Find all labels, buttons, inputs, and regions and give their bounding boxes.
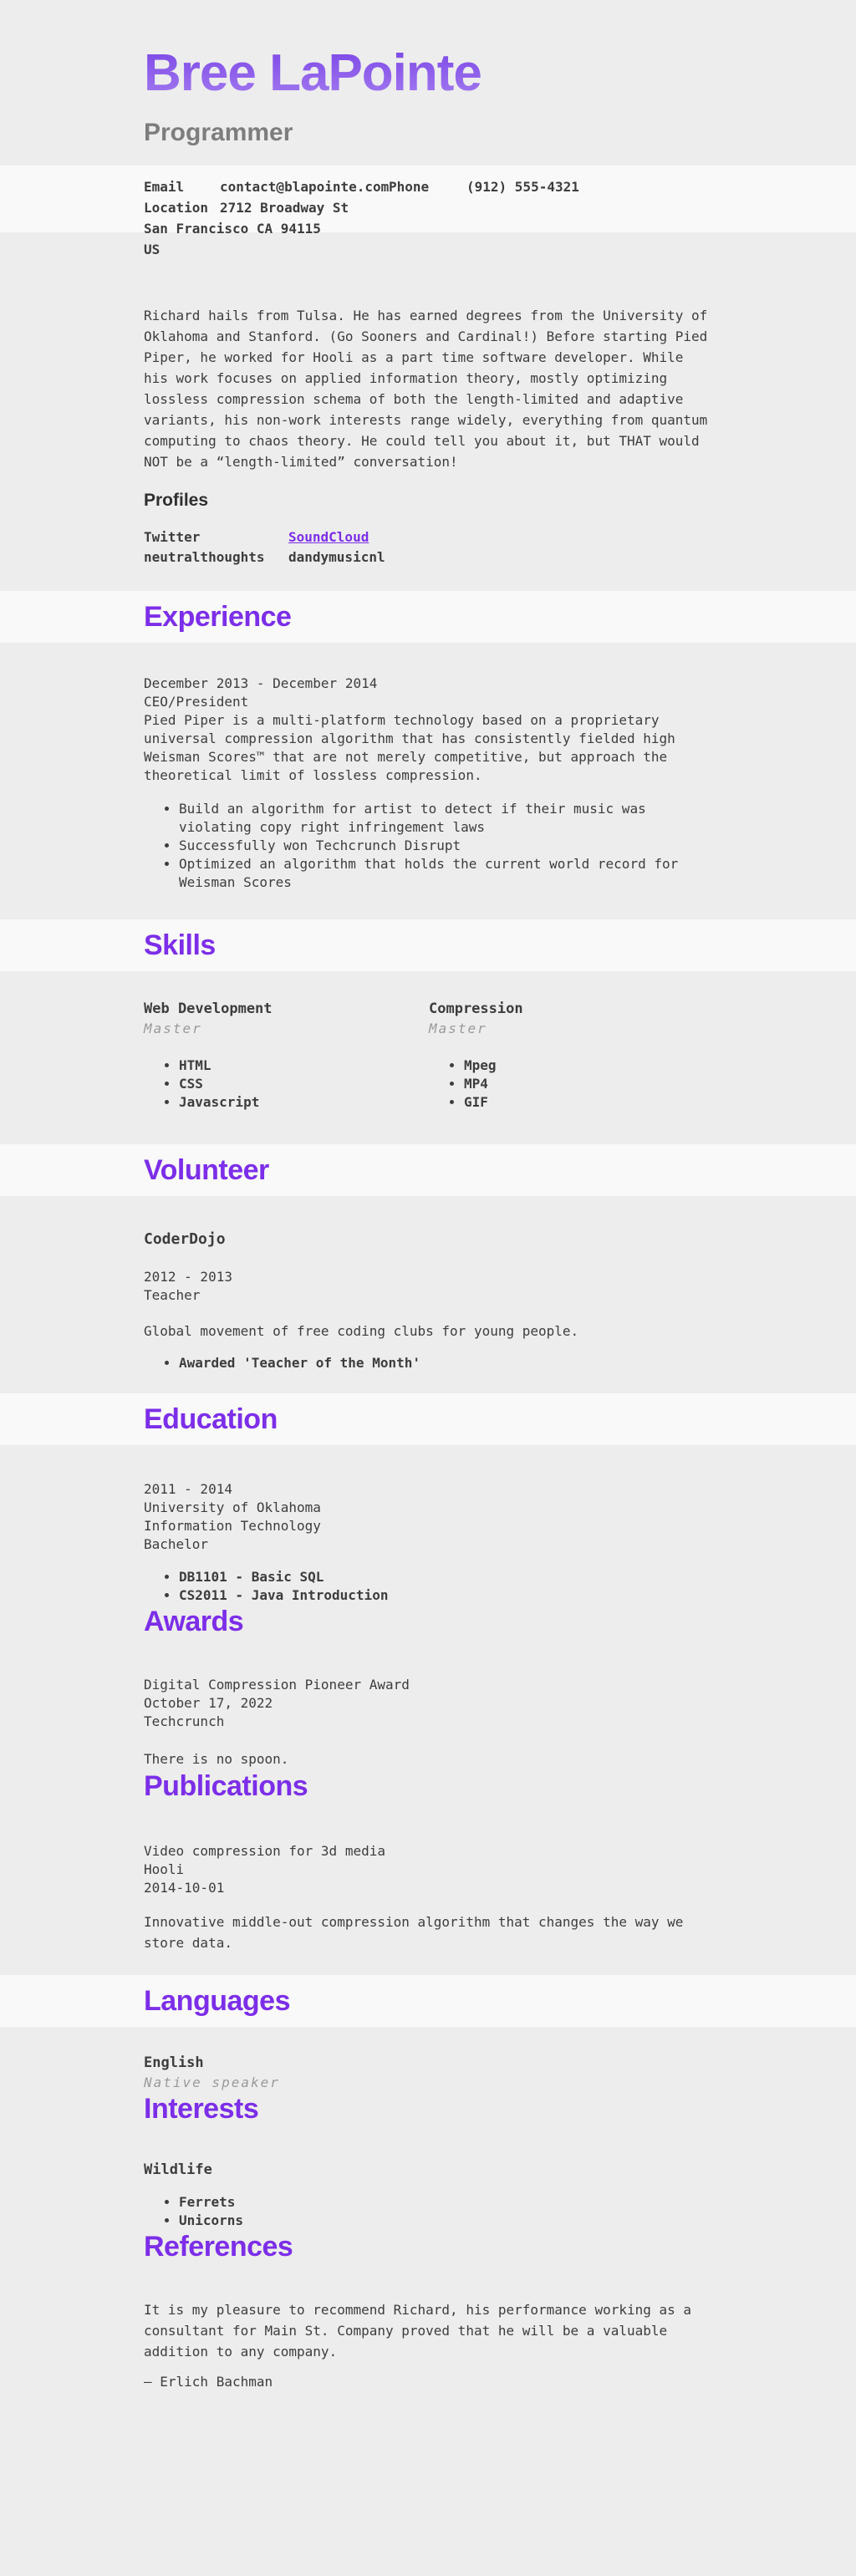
education-degree: Bachelor [144,1536,209,1553]
volunteer-summary: Global movement of free coding clubs for young people. [144,1323,579,1340]
country-line: US [144,242,160,258]
contact-section [0,165,856,260]
language-fluency: Native speaker [144,2075,280,2091]
skill-level: Master [144,1021,202,1037]
experience-highlights [144,800,712,892]
about-section [0,260,856,591]
contact-grid [144,176,712,218]
skills-heading-band [0,919,856,971]
phone-label: Phone [389,179,430,196]
references-heading: References [144,2231,293,2263]
award-summary: There is no spoon. [144,1751,289,1768]
volunteer-section [0,1196,856,1393]
interest-keywords [144,2193,712,2230]
volunteer-heading-band [0,1144,856,1196]
experience-position: CEO/President [144,694,249,710]
skills-heading: Skills [144,929,216,962]
profiles-grid [144,527,712,568]
reference-name: — Erlich Bachman [144,2374,273,2390]
volunteer-position: Teacher [144,1287,201,1304]
skill-keyword: • GIF [464,1093,712,1112]
skills-section [0,971,856,1144]
volunteer-organization: CoderDojo [144,1230,226,1249]
experience-highlight: • Build an algorithm for artist to detect if their music was violating copy right infringement laws [179,800,712,837]
publication-summary: Innovative middle-out compression algorithm that changes the way we store data. [144,1914,684,1952]
profile-link-soundcloud[interactable]: SoundCloud [288,529,369,546]
volunteer-heading: Volunteer [144,1154,269,1187]
skill-group-compression [429,1000,712,1112]
education-course: • DB1101 - Basic SQL [179,1568,712,1586]
address-value: 2712 Broadway St [220,200,349,216]
volunteer-highlight: • Awarded 'Teacher of the Month' [179,1354,712,1372]
skill-name: Compression [429,1000,523,1018]
references-section [144,2299,712,2467]
publication-date: 2014-10-01 [144,1880,225,1896]
experience-dates: December 2013 - December 2014 [144,675,378,692]
interest-keyword: • Unicorns [179,2212,712,2230]
city-line: San Francisco CA 94115 [144,221,321,237]
languages-heading: Languages [144,1985,290,2018]
profile-username-soundcloud: dandymusicnl [288,549,385,566]
skill-keyword: • HTML [179,1056,429,1075]
education-institution: University of Oklahoma [144,1499,321,1516]
header-section [0,0,856,165]
education-heading-band [0,1393,856,1445]
experience-highlight: • Successfully won Techcrunch Disrupt [179,837,712,855]
reference-quote: It is my pleasure to recommend Richard, his performance working as a consultant for Main St. Company proved that he will be a valuable addition to any company. [144,2302,692,2360]
profile-network-twitter: Twitter [144,529,201,546]
interest-keyword: • Ferrets [179,2193,712,2212]
publication-publisher: Hooli [144,1861,185,1878]
skill-group-web-development [144,1000,429,1112]
skill-keywords [429,1056,712,1112]
publication-name: Video compression for 3d media [144,1843,385,1860]
education-dates: 2011 - 2014 [144,1481,232,1498]
languages-section [0,2027,856,2467]
profiles-heading: Profiles [144,491,209,511]
job-title: Programmer [144,119,293,147]
award-title: Digital Compression Pioneer Award [144,1677,410,1693]
skill-level: Master [429,1021,487,1037]
experience-heading: Experience [144,601,292,634]
languages-heading-band [0,1975,856,2027]
education-courses [144,1568,712,1605]
location-label: Location [144,200,209,216]
about-text: Richard hails from Tulsa. He has earned degrees from the University of Oklahoma and Stanford. (Go Sooners and Cardinal!) Before starting Pied Piper, he worked for Hooli as a part time software developer. While his work focuses on applied information theory, mostly optimizing lossless compression schema of both the length-limited and adaptive variants, his non-work interests range widely, everything from quantum computing to chaos theory. He could tell you about it, but THAT would NOT be a “length-limited” conversation! [144,308,708,471]
profile-username-twitter: neutralthoughts [144,549,265,566]
skill-keyword: • Mpeg [464,1056,712,1075]
publications-heading: Publications [144,1770,308,1803]
award-date: October 17, 2022 [144,1695,273,1712]
experience-summary: Pied Piper is a multi-platform technology based on a proprietary universal compression algorithm that has consistently fielded high Weisman Scores™ that are not merely competitive, but approach the theoretical limit of lossless compression. [144,712,675,784]
education-section [0,1445,856,1975]
interests-section [144,2161,712,2230]
award-awarder: Techcrunch [144,1713,225,1730]
skill-keyword: • Javascript [179,1093,429,1112]
skill-name: Web Development [144,1000,273,1018]
email-value: contact@blapointe.com [220,179,390,196]
interests-heading: Interests [144,2093,259,2125]
education-area: Information Technology [144,1518,321,1535]
awards-section [144,1676,712,1769]
email-label: Email [144,179,185,196]
interest-name: Wildlife [144,2161,212,2179]
page-title: Bree LaPointe [144,44,482,102]
skill-keywords [144,1056,429,1112]
phone-value: (912) 555-4321 [466,179,579,196]
education-heading: Education [144,1403,278,1436]
volunteer-dates: 2012 - 2013 [144,1269,232,1285]
publications-section [144,1842,712,1953]
skill-keyword: • CSS [179,1075,429,1093]
awards-heading: Awards [144,1606,244,1638]
skill-keyword: • MP4 [464,1075,712,1093]
experience-section [0,643,856,919]
language-name: English [144,2054,204,2072]
skills-grid [144,1000,712,1112]
experience-heading-band [0,591,856,643]
education-course: • CS2011 - Java Introduction [179,1586,712,1605]
experience-highlight: • Optimized an algorithm that holds the current world record for Weisman Scores [179,855,712,892]
volunteer-highlights [144,1354,712,1372]
